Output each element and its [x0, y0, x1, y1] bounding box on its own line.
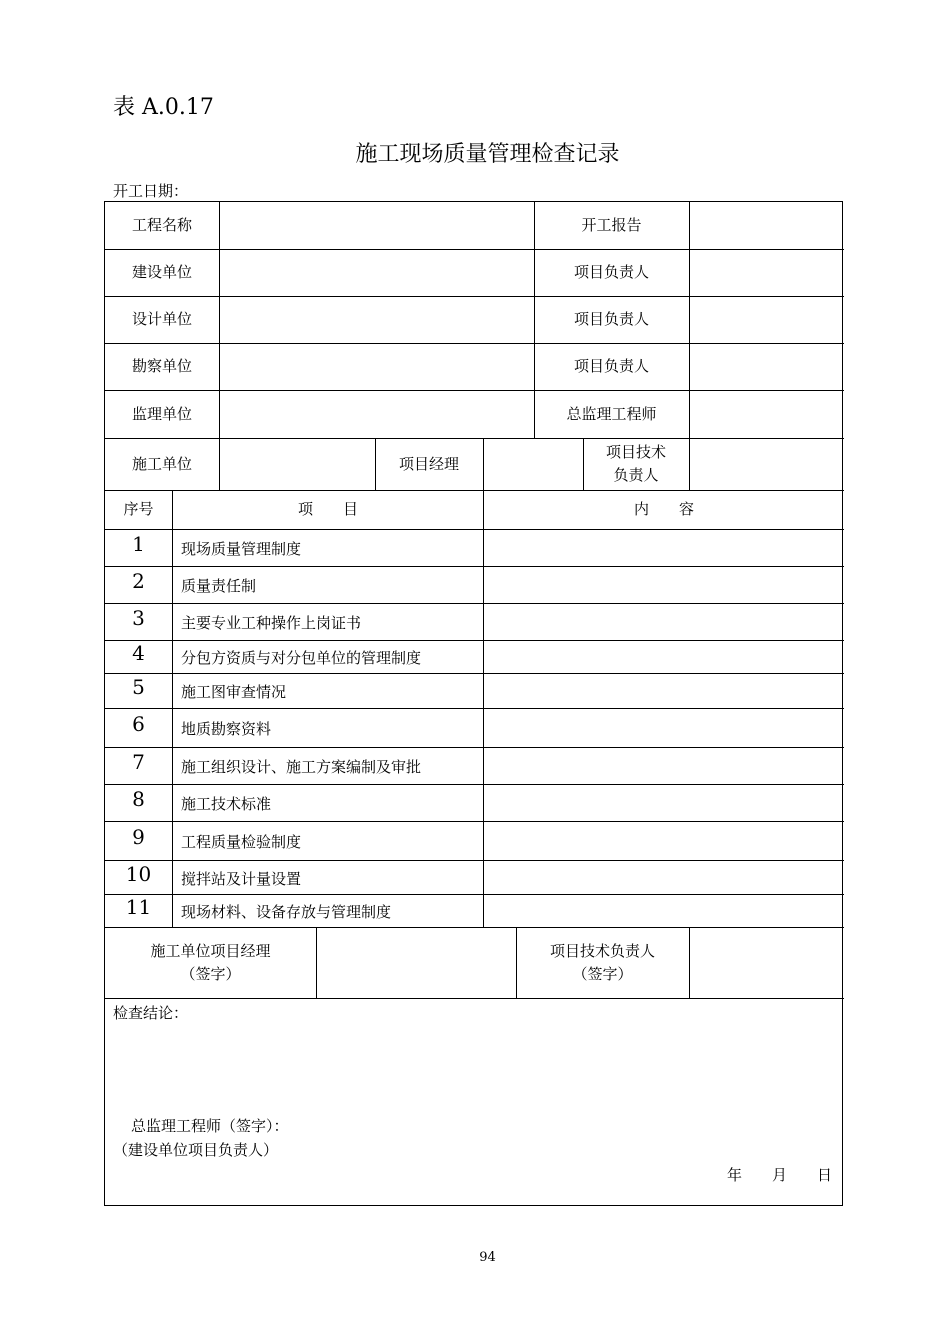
tech-lead-label	[583, 438, 689, 490]
project-manager-field[interactable]	[484, 438, 583, 490]
pm-signature-label	[105, 927, 316, 998]
project-name-label: 工程名称	[131, 216, 192, 234]
row-item: 施工图审查情况	[181, 683, 287, 701]
row-item: 施工技术标准	[181, 795, 272, 813]
pm-sign-note: （签字）	[180, 964, 241, 983]
design-person-label: 项目负责人	[573, 310, 649, 328]
row-number: 1	[132, 531, 145, 556]
table-id: 表 A.0.17	[113, 95, 214, 120]
owner-person-label: 项目负责人	[573, 263, 649, 281]
row-number: 3	[132, 605, 145, 630]
row-number: 4	[132, 641, 145, 665]
construction-unit-field[interactable]	[220, 438, 375, 490]
row-number: 10	[125, 861, 152, 886]
col-header-no: 序号	[123, 500, 154, 518]
supervisor-signature-label: 总监理工程师（签字）：	[131, 1117, 289, 1135]
start-report-field[interactable]	[690, 202, 844, 249]
row-item: 质量责任制	[181, 577, 257, 595]
tech-signature-field[interactable]	[690, 927, 844, 998]
col-header-content: 内 容	[633, 500, 694, 518]
conclusion-label: 检查结论：	[113, 1004, 189, 1022]
row-item: 搅拌站及计量设置	[181, 869, 302, 888]
row-number: 7	[132, 749, 145, 774]
chief-supervisor-field[interactable]	[690, 390, 844, 438]
chief-supervisor-label: 总监理工程师	[566, 404, 657, 423]
row-content-field[interactable]	[484, 860, 844, 894]
start-date-label: 开工日期：	[113, 182, 189, 200]
row-item: 工程质量检验制度	[181, 833, 302, 851]
owner-person-field[interactable]	[690, 249, 844, 296]
construction-unit-label: 施工单位	[131, 454, 192, 473]
row-number: 11	[125, 895, 152, 919]
tech-lead-label-line2: 负责人	[613, 466, 659, 484]
owner-unit-field[interactable]	[220, 249, 534, 296]
row-content-field[interactable]	[484, 673, 844, 708]
tech-sign-note: （签字）	[572, 964, 633, 983]
start-report-label: 开工报告	[581, 216, 642, 234]
row-item: 施工组织设计、施工方案编制及审批	[181, 758, 422, 776]
page-number: 94	[479, 1250, 496, 1265]
pm-label: 施工单位项目经理	[150, 941, 271, 960]
tech-lead-field[interactable]	[690, 438, 844, 490]
row-content-field[interactable]	[484, 784, 844, 821]
document-title: 施工现场质量管理检查记录	[355, 142, 620, 167]
supervision-unit-label: 监理单位	[131, 404, 192, 423]
row-item: 现场质量管理制度	[181, 540, 302, 558]
survey-unit-label: 勘察单位	[131, 357, 192, 375]
design-person-field[interactable]	[690, 296, 844, 343]
row-content-field[interactable]	[484, 603, 844, 640]
row-content-field[interactable]	[484, 821, 844, 860]
row-content-field[interactable]	[484, 640, 844, 673]
survey-person-field[interactable]	[690, 343, 844, 390]
survey-person-label: 项目负责人	[573, 357, 649, 375]
design-unit-label: 设计单位	[131, 310, 192, 328]
tech-lead-label-line1: 项目技术	[605, 443, 666, 461]
row-item: 分包方资质与对分包单位的管理制度	[181, 648, 422, 667]
row-number: 5	[132, 674, 145, 699]
owner-unit-label: 建设单位	[131, 263, 192, 281]
row-number: 2	[132, 568, 145, 593]
date-line: 年 月 日	[726, 1166, 832, 1184]
inspection-form-table	[104, 201, 843, 1206]
supervision-unit-field[interactable]	[220, 390, 534, 438]
row-content-field[interactable]	[484, 747, 844, 784]
row-number: 8	[132, 786, 145, 811]
row-content-field[interactable]	[484, 566, 844, 603]
row-item: 现场材料、设备存放与管理制度	[181, 903, 392, 921]
pm-signature-field[interactable]	[317, 927, 516, 998]
row-content-field[interactable]	[484, 894, 844, 927]
survey-unit-field[interactable]	[220, 343, 534, 390]
row-number: 6	[132, 711, 145, 736]
design-unit-field[interactable]	[220, 296, 534, 343]
row-content-field[interactable]	[484, 708, 844, 747]
col-header-item: 项 目	[297, 500, 358, 518]
owner-responsible-note: （建设单位项目负责人）	[113, 1141, 279, 1159]
tech-signature-label	[516, 927, 689, 998]
project-manager-label: 项目经理	[398, 454, 459, 473]
row-number: 9	[132, 824, 145, 849]
tech-label: 项目技术负责人	[549, 941, 655, 960]
row-content-field[interactable]	[484, 529, 844, 566]
project-name-field[interactable]	[220, 202, 534, 249]
row-item: 地质勘察资料	[181, 720, 272, 738]
row-item: 主要专业工种操作上岗证书	[181, 614, 362, 632]
